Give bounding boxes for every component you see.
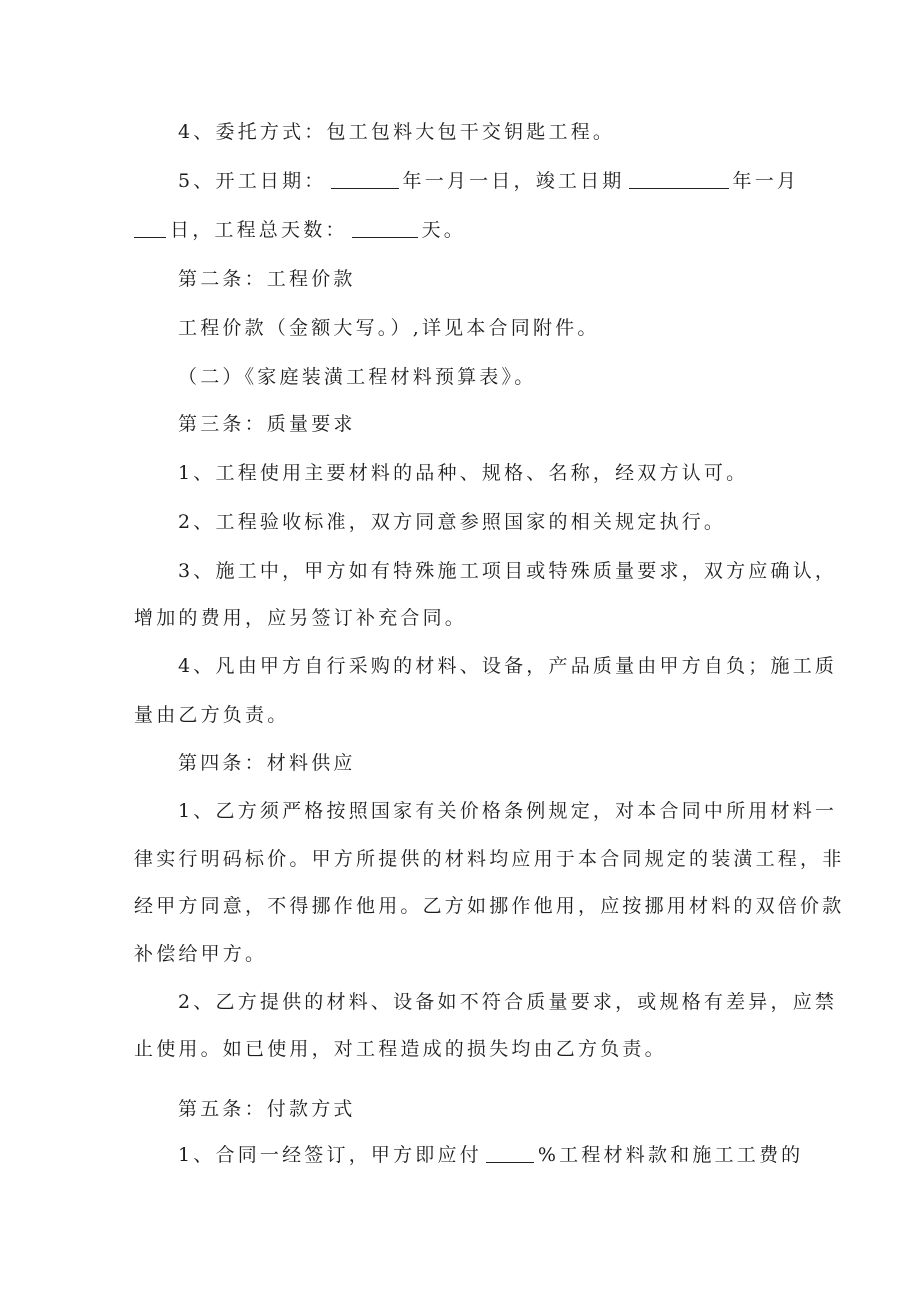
paragraph-line [178, 989, 837, 1015]
paragraph-line [134, 893, 844, 919]
section-heading [178, 266, 356, 292]
text: 第四条：材料供应 [178, 752, 356, 774]
paragraph-line [134, 1036, 667, 1062]
text: 止使用。如已使用，对工程造成的损失均由乙方负责。 [134, 1038, 667, 1060]
paragraph-line [134, 702, 289, 728]
text: 2、工程验收标准，双方同意参照国家的相关规定执行。 [178, 511, 727, 533]
paragraph-line [134, 846, 844, 872]
paragraph-line [178, 798, 837, 824]
fill-blank[interactable] [486, 1146, 534, 1163]
text: 第三条：质量要求 [178, 413, 356, 435]
text: 日，工程总天数： [170, 219, 348, 241]
text: 年一月 [732, 170, 800, 192]
text: （二）《家庭装潢工程材料预算表》。 [178, 366, 537, 388]
text: 律实行明码标价。甲方所提供的材料均应用于本合同规定的装潢工程，非 [134, 848, 845, 870]
clause-total-days [134, 217, 466, 243]
text: 工程价款（金额大写。）,详见本合同附件。 [178, 317, 600, 339]
clause-entrust-method [178, 119, 615, 145]
section-heading [178, 411, 356, 437]
text: %工程材料款和施工工费的 [537, 1144, 804, 1166]
clause-first-payment [178, 1142, 803, 1168]
text: 4、委托方式：包工包料大包干交钥匙工程。 [178, 121, 616, 143]
text: 经甲方同意，不得挪作他用。乙方如挪作他用，应按挪用材料的双倍价款 [134, 895, 845, 917]
text: 第二条：工程价款 [178, 268, 356, 290]
section-heading [178, 1096, 356, 1122]
paragraph-line [178, 364, 536, 390]
text: 量由乙方负责。 [134, 704, 290, 726]
paragraph-line [178, 653, 837, 679]
paragraph-line [178, 315, 600, 341]
paragraph-line [178, 460, 748, 486]
fill-blank[interactable] [134, 221, 166, 238]
text: 1、工程使用主要材料的品种、规格、名称，经双方认可。 [178, 462, 749, 484]
text: 补偿给甲方。 [134, 943, 268, 965]
text: 天。 [421, 219, 467, 241]
paragraph-line [134, 605, 467, 631]
section-heading [178, 750, 356, 776]
paragraph-line [178, 509, 726, 535]
clause-start-date [178, 168, 799, 194]
paragraph-line [178, 558, 837, 584]
text: 4、凡由甲方自行采购的材料、设备，产品质量由甲方自负；施工质 [178, 655, 838, 677]
text: 1、乙方须严格按照国家有关价格条例规定，对本合同中所用材料一 [178, 800, 838, 822]
text: 2、乙方提供的材料、设备如不符合质量要求，或规格有差异，应禁 [178, 991, 838, 1013]
text: 年一月一日，竣工日期 [402, 170, 625, 192]
fill-blank[interactable] [352, 221, 418, 238]
text: 5、开工日期： [178, 170, 327, 192]
fill-blank[interactable] [629, 172, 729, 189]
text: 1、合同一经签订，甲方即应付 [178, 1144, 482, 1166]
fill-blank[interactable] [331, 172, 399, 189]
text: 第五条：付款方式 [178, 1098, 356, 1120]
paragraph-line [134, 941, 267, 967]
text: 3、施工中，甲方如有特殊施工项目或特殊质量要求，双方应确认， [178, 560, 838, 582]
text: 增加的费用，应另签订补充合同。 [134, 607, 468, 629]
